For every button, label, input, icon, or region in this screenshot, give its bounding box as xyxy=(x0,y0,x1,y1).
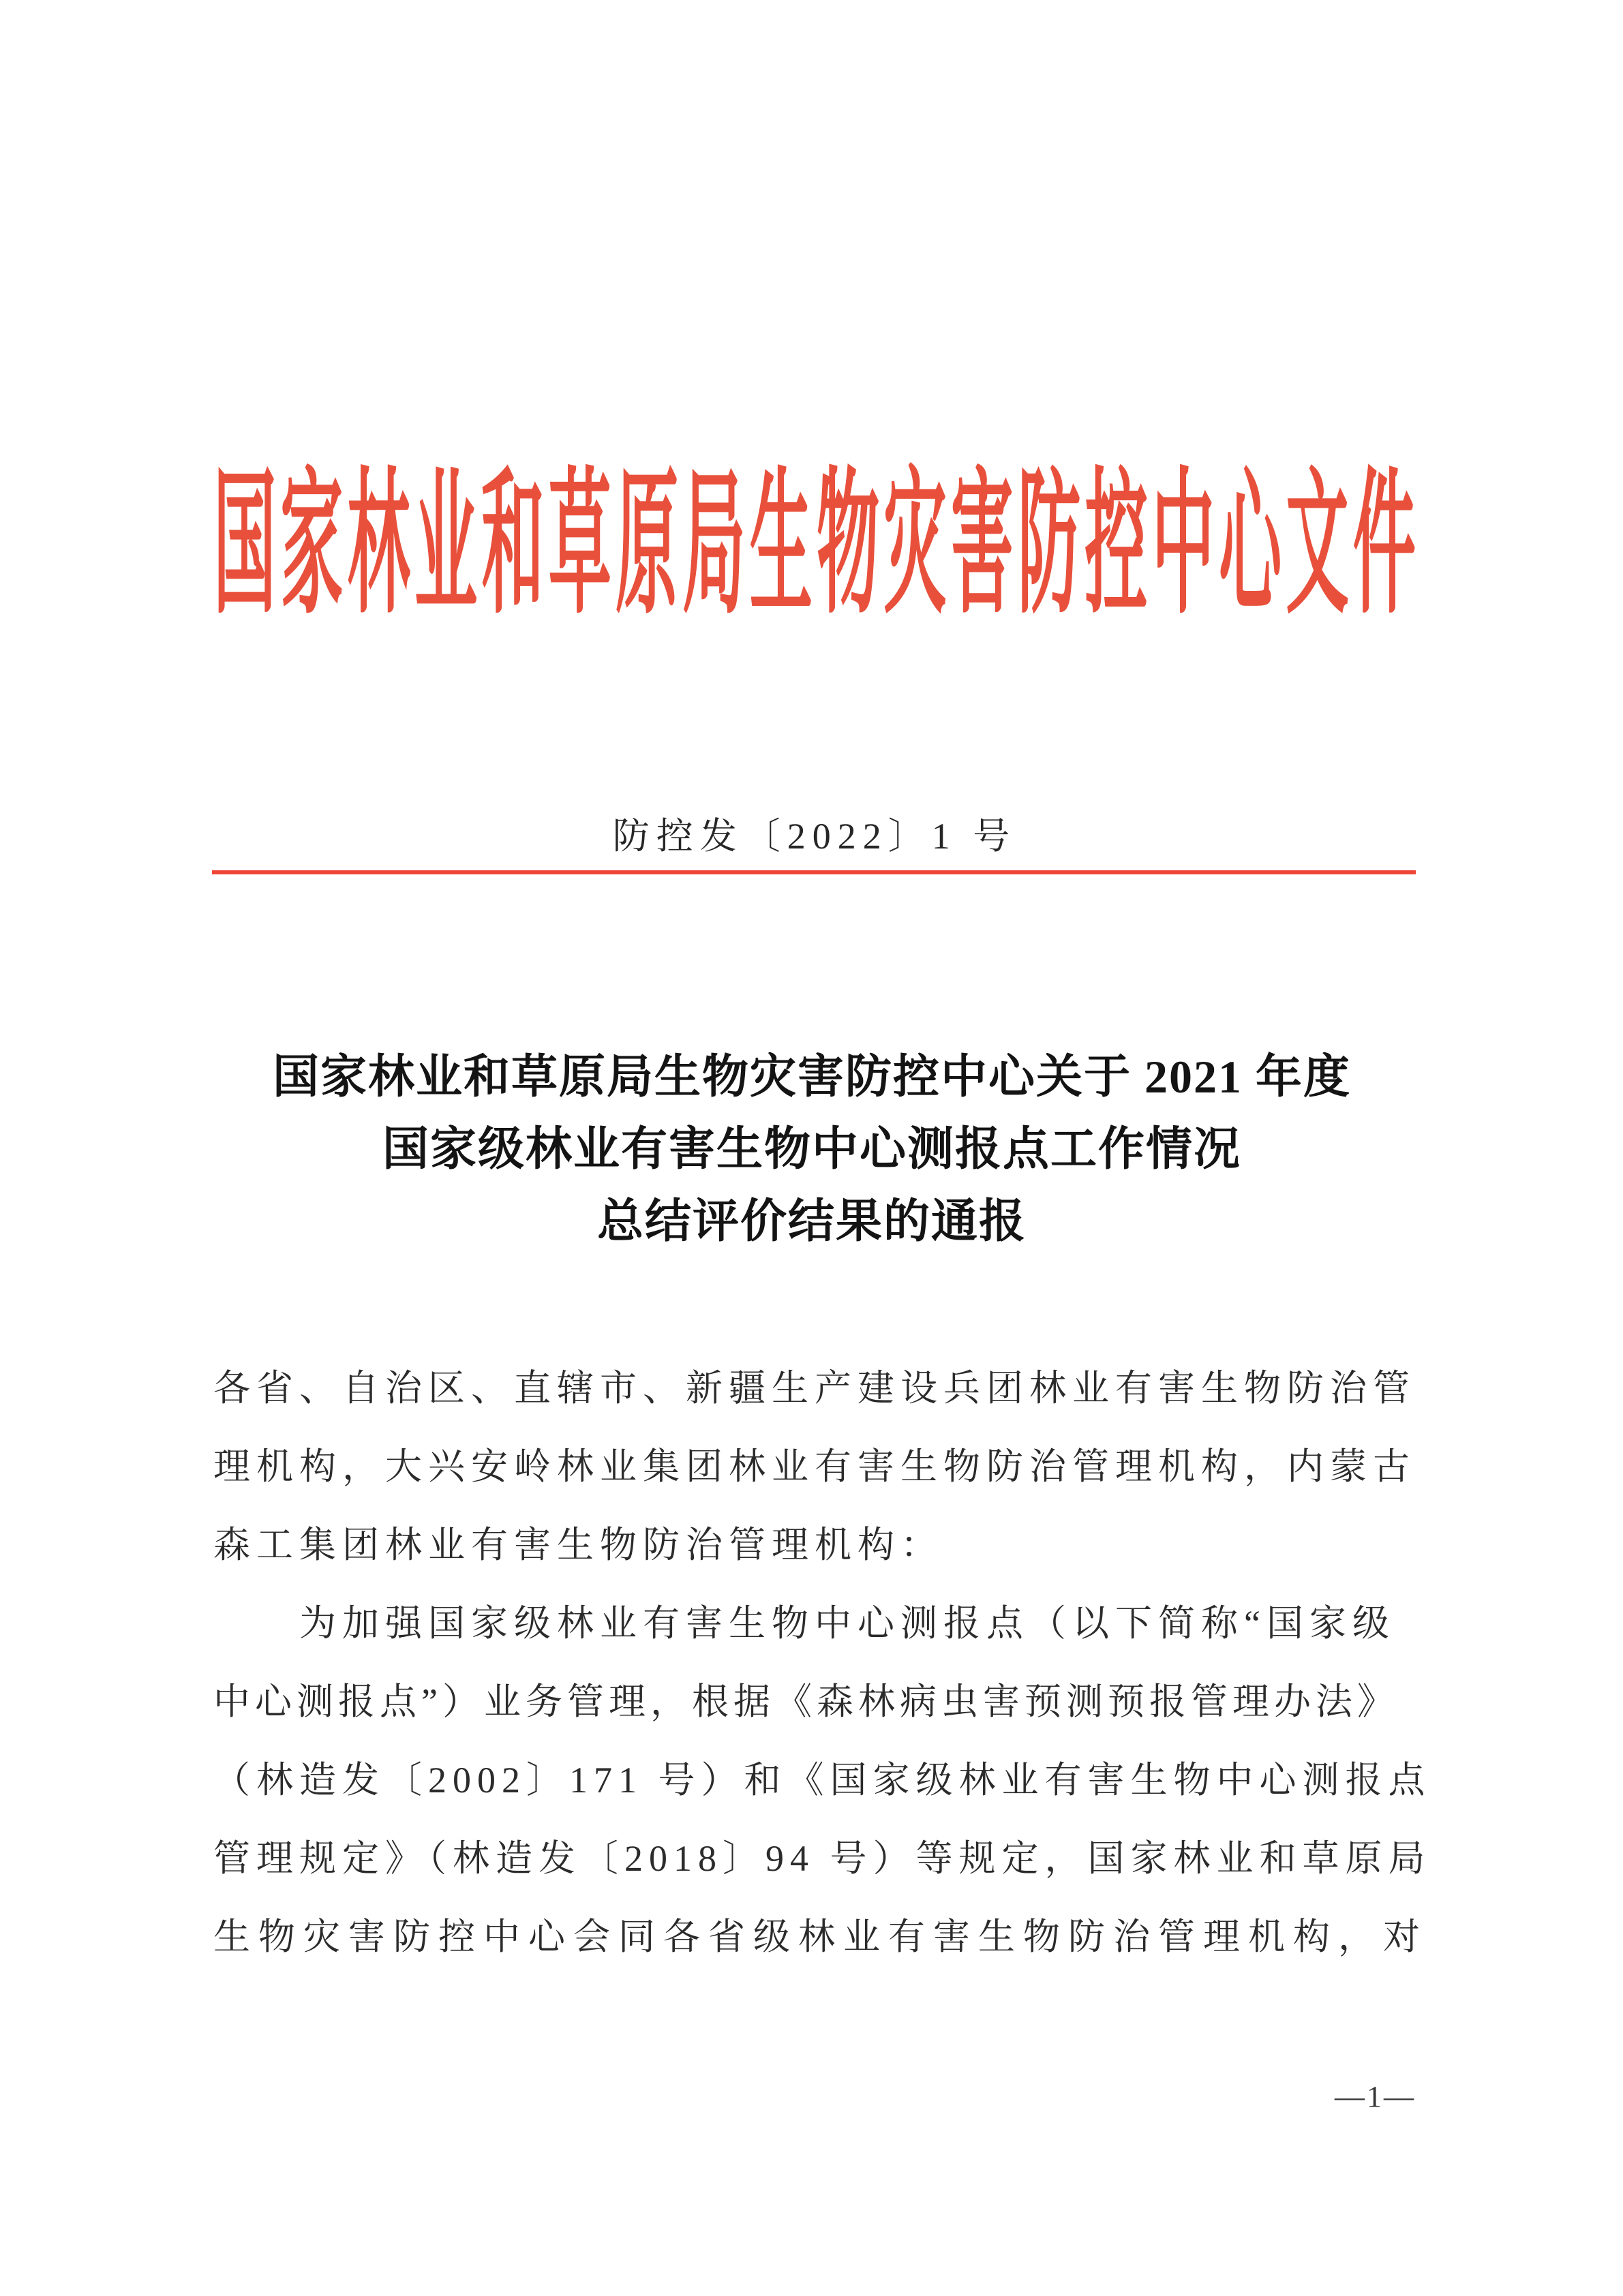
agency-header-char: 生 xyxy=(749,458,813,632)
agency-header-char: 害 xyxy=(950,458,1014,632)
agency-header-char: 草 xyxy=(548,458,611,632)
agency-header-char: 文 xyxy=(1286,458,1349,632)
document-title-line-2: 国家级林业有害生物中心测报点工作情况 xyxy=(382,1123,1241,1175)
document-number: 防控发〔2022〕1 号 xyxy=(612,816,1017,857)
agency-header-char: 灾 xyxy=(883,458,947,632)
body-line-2: 理机构，大兴安岭林业集团林业有害生物防治管理机构，内蒙古 xyxy=(213,1446,1416,1487)
body-line-5: 中心测报点”）业务管理，根据《森林病虫害预测预报管理办法》 xyxy=(213,1681,1399,1722)
body-line-8: 生物灾害防控中心会同各省级林业有害生物防治管理机构，对 xyxy=(213,1916,1428,1957)
agency-header-char: 原 xyxy=(616,458,679,632)
agency-header-char: 件 xyxy=(1352,458,1416,632)
agency-header-char: 家 xyxy=(280,458,344,632)
document-title-line-1: 国家林业和草原局生物灾害防控中心关于 2021 年度 xyxy=(272,1051,1351,1103)
agency-header-char: 中 xyxy=(1151,458,1215,632)
body-line-4: 为加强国家级林业有害生物中心测报点（以下简称“国家级 xyxy=(299,1603,1395,1644)
body-line-3: 森工集团林业有害生物防治管理机构： xyxy=(213,1525,943,1565)
agency-header-char: 防 xyxy=(1018,458,1081,632)
document-title xyxy=(136,1041,1487,1257)
document-body xyxy=(213,1349,1431,1976)
red-divider-line xyxy=(212,870,1416,874)
page-number: —1— xyxy=(1335,2080,1416,2113)
body-line-1: 各省、自治区、直辖市、新疆生产建设兵团林业有害生物防治管 xyxy=(213,1368,1416,1409)
agency-header-char: 局 xyxy=(682,458,746,632)
agency-header-char: 心 xyxy=(1219,458,1282,632)
agency-header-char: 控 xyxy=(1084,458,1148,632)
agency-header-char: 林 xyxy=(347,458,410,632)
body-line-7: 管理规定》（林造发〔2018〕94 号）等规定，国家林业和草原局 xyxy=(213,1838,1431,1879)
agency-header-char: 业 xyxy=(414,458,478,632)
document-title-line-3: 总结评价结果的通报 xyxy=(596,1195,1027,1247)
agency-header-char: 物 xyxy=(817,458,880,632)
body-line-6: （林造发〔2002〕171 号）和《国家级林业有害生物中心测报点 xyxy=(213,1760,1431,1801)
agency-header-title xyxy=(213,458,1416,632)
agency-header-char: 国 xyxy=(213,458,277,632)
agency-header-char: 和 xyxy=(481,458,545,632)
